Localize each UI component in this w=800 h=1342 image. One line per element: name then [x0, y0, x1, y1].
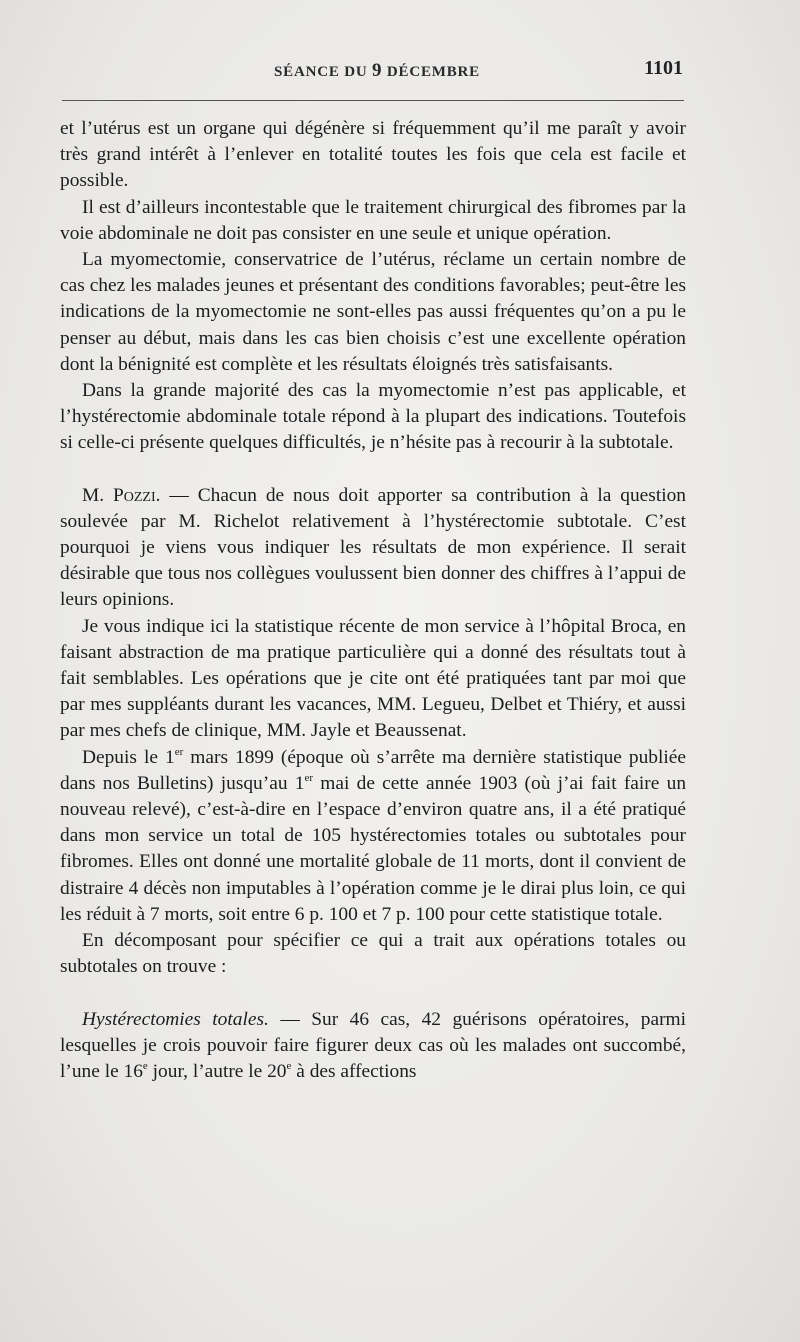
paragraph-7	[60, 745, 686, 928]
paragraph-7-part-b: mars 1899 (époque où s’arrête ma dernière statistique publiée dans nos Bulletins) jusqu’au 1	[60, 746, 686, 794]
superscript: er	[304, 771, 314, 784]
body-text	[60, 116, 686, 1085]
paragraph-9-part-c: à des affections	[291, 1060, 417, 1082]
running-head	[274, 60, 480, 82]
paragraph-7-part-a: Depuis le 1	[82, 746, 175, 768]
running-head-part-2: DÉCEMBRE	[382, 64, 480, 80]
paragraph-9-part-b: jour, l’autre le 20	[147, 1060, 287, 1082]
superscript: er	[174, 745, 184, 758]
header-rule	[62, 100, 684, 101]
paragraph-3: La myomectomie, conservatrice de l’utérus, réclame un certain nombre de cas chez les malades jeunes et présentant des conditions favorables; peut-être les indications de la myomectomie ne sont-elles pas aussi fréquentes qu’on a pu le penser au début, mais dans les cas bien choisis c’est une excellente opération dont la bénignité est complète et les résultats éloignés très satisfaisants.	[60, 249, 686, 375]
paragraph-9	[60, 1007, 686, 1086]
paragraph-4: Dans la grande majorité des cas la myomectomie n’est pas applicable, et l’hystérectomie abdominale totale répond à la plupart des indications. Toutefois si celle-ci présente quelques difficultés, je n’hésite pas à recourir à la subtotale.	[60, 380, 686, 454]
paragraph-7-part-c: mai de cette année 1903 (où j’ai fait faire un nouveau relevé), c’est-à-dire en l’espace d’environ quatre ans, il a été pratiqué dans mon service un total de 105 hystérectomies totales ou subtotales pour fibromes. Elles ont donné une mortalité globale de 11 morts, dont il convient de distraire 4 décès non imputables à l’opération comme je le dirai plus loin, ce qui les réduit à 7 morts, soit entre 6 p. 100 et 7 p. 100 pour cette statistique totale.	[60, 772, 687, 925]
speaker-name: M. Pozzi.	[82, 484, 161, 506]
paragraph-5-text: — Chacun de nous doit apporter sa contribution à la question soulevée par M. Richelot relativement à l’hystérectomie subtotale. C’est pourquoi je viens vous indiquer les résultats de mon expérience. Il serait désirable que tous nos collègues voulussent bien donner des chiffres à l’appui de leurs opinions.	[60, 484, 686, 611]
running-head-day: 9	[372, 60, 383, 81]
paragraph-5	[60, 483, 686, 614]
running-head-part-1: SÉANCE DU	[274, 64, 373, 80]
page-header	[60, 57, 685, 86]
superscript: e	[142, 1059, 148, 1072]
paragraph-9-part-a: — Sur 46 cas, 42 guérisons opératoires, parmi lesquelles je crois pouvoir faire figurer deux cas où les malades ont succombé, l’une le 16	[60, 1008, 686, 1082]
superscript: e	[286, 1059, 292, 1072]
paragraph-6: Je vous indique ici la statistique récente de mon service à l’hôpital Broca, en faisant abstraction de ma pratique particulière qui a donné des résultats tout à fait semblables. Les opérations que je cite ont été pratiquées tant par moi que par mes suppléants durant les vacances, MM. Legueu, Delbet et Thiéry, et aussi par mes chefs de clinique, MM. Jayle et Beaussenat.	[60, 615, 686, 742]
paragraph-8: En décomposant pour spécifier ce qui a trait aux opérations totales ou subtotales on trouve :	[60, 930, 686, 978]
page-number: 1101	[644, 57, 683, 79]
paragraph-2: Il est d’ailleurs incontestable que le traitement chirurgical des fibromes par la voie abdominale ne doit pas consister en une seule et unique opération.	[60, 196, 686, 244]
section-title: Hystérectomies totales.	[82, 1008, 269, 1030]
paragraph-1: et l’utérus est un organe qui dégénère si fréquemment qu’il me paraît y avoir très grand intérêt à l’enlever en totalité toutes les fois que cela est facile et possible.	[60, 118, 686, 192]
